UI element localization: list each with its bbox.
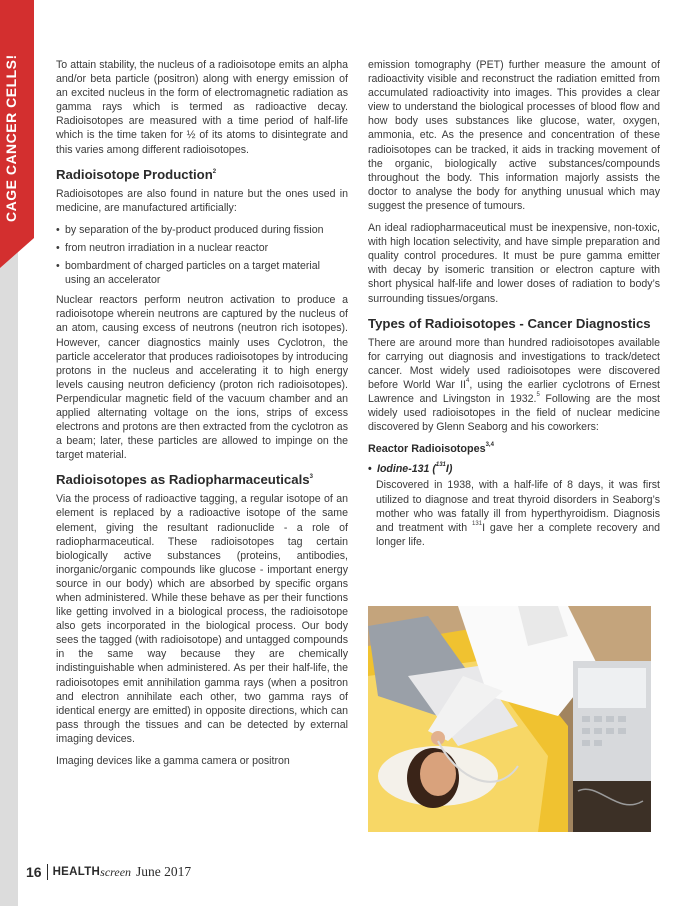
left-column <box>56 58 348 776</box>
iodine-131-heading: • Iodine-131 ($^{131}$I) <box>368 462 660 476</box>
paragraph: There are around more than hundred radioisotopes available for carrying out diagnosis and investigations to track/detect cancer. Most widely used radioisotopes were discovered before World War $II^4$, using the earlier cyclotrons of Ernest Lawrence and Livingston in 1932.$^5$ Following are the most widely used radioisotopes in the field of nuclear medicine discovered by Glenn Seaborg and his coworkers: <box>368 336 660 434</box>
reference-mark: 3 <box>309 474 313 481</box>
heading-reactor-radioisotopes: Reactor Radioisotopes$^{3,4}$ <box>368 442 494 456</box>
paragraph: Imaging devices like a gamma camera or positron <box>56 755 290 768</box>
list-item: • bombardment of charged particles on a target material using an accelerator <box>56 259 348 287</box>
heading-radioisotope-production: Radioisotope Production$^2$ <box>56 166 217 182</box>
section-tab-label: CAGE CANCER CELLS! <box>3 54 19 222</box>
paragraph: Discovered in 1938, with a half-life of 8 days, it was first utilized to diagnose and treat thyroid disorders in Seaborg’s mother who was fatally ill from hyperthyroidism. Diagnosis and treatment with $^{131}$I gave her a complete recovery and longer life. <box>376 479 661 548</box>
paragraph: Via the process of radioactive tagging, a regular isotope of an element is replaced by a radioactive isotope of the same element, giving the resultant radionuclide - a role of radiopharmaceutical. These radioisotopes tag certain biologically active substances (proteins, antibodies, inorganic/organic compounds like glucose - important energy source in our body) which are absorbed by specific organs when administered. While these behave as per their functions like getting involved in a biological process, the radioisotope also gets incorporated in the biological process. Our body sees the tagged (with radioisotope) and untagged compounds in the same way because they are chemically indistinguishable when administered. As per their half-life, the radioisotopes emit annihilation gamma rays (when a positron and electron annihilate each other, two gamma rays of identical energy are emitted) in opposite directions, which can pass through the tissues and can be detected by external imaging devices. <box>56 493 348 745</box>
page-number: 16 <box>26 864 48 880</box>
ultrasound-exam-photo <box>368 606 651 832</box>
page-footer <box>26 862 191 882</box>
paragraph: To attain stability, the nucleus of a radioisotope emits an alpha and/or beta particle (positron) along with energy emission of an excited nucleus in the form of electromagnetic radiation as gamma rays which is termed as radioactive decay. Radioisotopes are measured with a time period of half-life which is the time taken for ½ of its atoms to disintegrate and this varies among different radioisotopes. <box>56 59 348 156</box>
paragraph: Radioisotopes are also found in nature but the ones used in medicine, are manufactured artificially: <box>56 187 348 214</box>
list-item: • by separation of the by-product produced during fission <box>56 223 348 237</box>
paragraph: emission tomography (PET) further measure the amount of radioactivity visible and reconstruct the radiation emitted from accumulated radioactivity into images. This provides a clear view to understand the biological processes of blood flow and how body uses substances like glucose, water, oxygen, ammonia, etc. As the presence and concentration of these radioisotopes can be tracked, it aids in tracking movement of the organic, biologically active substances/compounds throughout the body. This information majorly assists the doctor to analyse the body for anything unusual which may suggest the presence of tumours. <box>368 59 660 212</box>
heading-types-of-radioisotopes: Types of Radioisotopes - Cancer Diagnostics <box>368 315 651 331</box>
heading-radiopharmaceuticals: Radioisotopes as Radiopharmaceuticals$^3$ <box>56 472 313 488</box>
production-methods-list <box>56 223 348 287</box>
magazine-name-script: screen <box>100 864 132 879</box>
magazine-name: HEALTH <box>52 866 101 878</box>
issue-date: June 2017 <box>136 864 192 879</box>
right-column <box>368 58 660 557</box>
reference-mark: 2 <box>212 168 217 175</box>
list-item: • from neutron irradiation in a nuclear reactor <box>56 241 348 255</box>
paragraph: An ideal radiopharmaceutical must be inexpensive, non-toxic, with high location selectivity, and have simple preparation and quality control procedures. It must be pure gamma emitter with decay by isomeric transition or electron capture with short physical half-life and lower doses of radiation to body’s surrounding tissues/organs. <box>368 222 660 305</box>
paragraph: Nuclear reactors perform neutron activation to produce a radioisotope wherein neutrons are captured by the nucleus of an atom, causing excess of neutrons (neutron rich isotopes). However, cancer diagnostics mainly uses Cyclotron, the particle accelerator that produces radioisotopes by introducing protons in the nucleus and accelerating it to high energy levels causing neutron deficiency (proton rich radioisotopes). Perpendicular magnetic field of the vacuum chamber and an applied alternating voltage on the ions, strips of excess electrons and protons are then extracted from the cyclotron as a beam; later, these particles are allowed to impinge on the target material. <box>56 294 348 462</box>
